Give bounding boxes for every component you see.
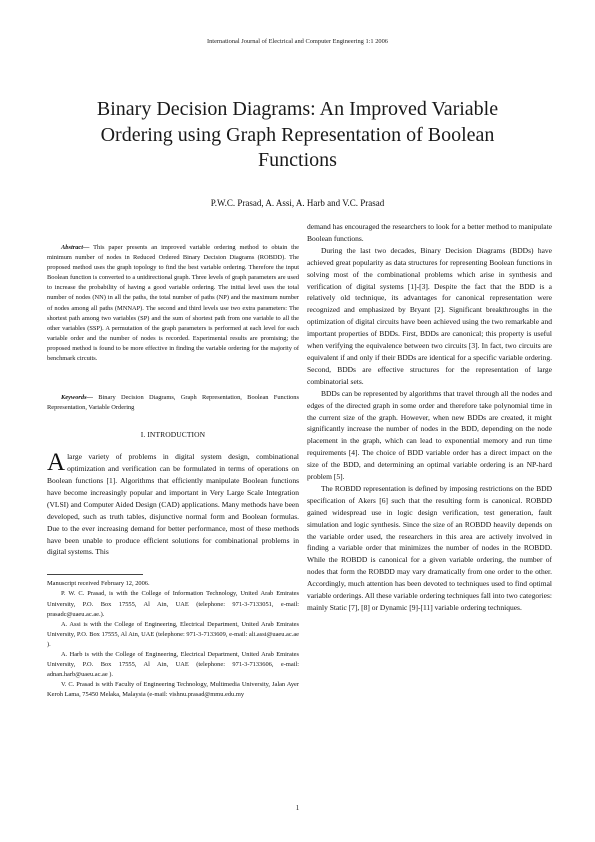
footnote-author-1: P. W. C. Prasad, is with the College of Information Technology, United Arab Emirates University, P.O. Box 17555, Al Ain, UAE (telephone: 971-3-7133051, e-mail: prasadc@uaeu.ac.ae.). — [47, 590, 299, 618]
journal-header: International Journal of Electrical and Computer Engineering 1:1 2006 — [206, 38, 388, 45]
body-paragraph: demand has encouraged the researchers to look for a better method to manipulate Boolean functions. — [307, 222, 552, 243]
footnote-rule — [47, 574, 143, 575]
footnote-manuscript: Manuscript received February 12, 2006. — [47, 580, 150, 588]
keywords — [47, 393, 299, 413]
keywords-text: Binary Decision Diagrams, Graph Representation, Boolean Functions Representation, Variable Ordering — [47, 394, 299, 412]
section-heading-introduction: I. INTRODUCTION — [140, 430, 206, 440]
body-paragraph: During the last two decades, Binary Decision Diagrams (BDDs) have achieved great popularity as data structures for representing Boolean functions in solving most of the combinational problems which arise in synthesis and verification of digital systems [1]-[3]. Despite the fact that the BDD is a relatively old technique, its advantages for canonical representation were recognized and emphasized by Bryant [2]. Significant breakthroughs in the optimization of digital circuits have been achieved using the two remarkable and important properties of BDDs. First, BDDs are canonical; this property is useful when verifying the equivalence between two circuits [3]. In fact, two circuits are equivalent if and only if their BDDs are identical for a specific variable ordering. Second, BDDs are effective structures for the representation of large combinatorial sets. — [307, 245, 552, 386]
keywords-label: Keywords— — [61, 394, 93, 402]
intro-paragraph: Alarge variety of problems in digital system design, combinational optimization and verification can be formulated in terms of operations on Boolean functions [1]. Algorithms that efficiently manipulate Boolean functions have become increasingly popular and important in Very Large Scale Integration (VLSI) and Computer Aided Design (CAD) applications. Many methods have been developed, such as truth tables, disjunctive normal form and Boolean formulas. Due to the ever increasing demand for better performance, most of these methods have been unable to produce efficient solutions for combinational problems in digital systems. This — [47, 449, 299, 557]
abstract — [47, 243, 299, 364]
right-column — [307, 221, 552, 614]
left-column — [47, 243, 299, 701]
abstract-text: This paper presents an improved variable ordering method to obtain the minimum number of nodes in Reduced Ordered Binary Decision Diagrams (ROBDD). The proposed method uses the graph topology to find the best variable ordering. Therefore the input Boolean function is converted to a unidirectional graph. Three levels of graph parameters are used to increase the probability of having a good variable ordering. The initial level uses the total number of nodes (NN) in all the paths, the total number of paths (NP) and the maximum number of nodes among all paths (MNNAP). The second and third levels use two extra parameters: The shortest path among two variables (SP) and the sum of shortest path from one variable to all the other variables (SSP). A permutation of the graph parameters is performed at each level for each variable order and the number of nodes is recorded. Experimental results are promising; the proposed method is found to be more effective in finding the variable ordering for the majority of benchmark circuits. — [47, 244, 299, 363]
footnote-author-3: A. Harb is with the College of Engineering, Electrical Department, United Arab Emirates University, P.O. Box 17555, Al Ain, UAE (telephone: 971-3-7133606, e-mail: adnan.harb@uaeu.ac.ae ). — [47, 651, 299, 679]
footnote-author-2: A. Assi is with the College of Engineering, Electrical Department, United Arab Emirates University, P.O. Box 17555, Al Ain, UAE (telephone: 971-3-7133609, e-mail: ali.assi@uaeu.ac.ae ). — [47, 620, 299, 648]
page-number: 1 — [295, 804, 300, 812]
body-paragraph: BDDs can be represented by algorithms that travel through all the nodes and edges of the directed graph in some order and therefore take polynomial time in the current size of the graph. However, when new BDDs are created, it might significantly increase the number of nodes in the BDD, depending on the node placement in the graph, which can lead to exponential memory and run time requirements [4]. The choice of BDD variable order has a direct impact on the size of the BDD, and determining an optimal variable ordering is an NP-hard problem [5]. — [307, 388, 552, 482]
body-paragraph: The ROBDD representation is defined by imposing restrictions on the BDD specification of Akers [6] such that the resulting form is canonical. ROBDD gained widespread use in logic design verification, test generation, fault simulation and logic synthesis. Since the size of an ROBDD heavily depends on the variable order used, the researchers in this area are actively involved in finding a variable order that minimizes the number of nodes in the ROBDD. While the ROBDD is canonical for a given variable ordering, the number of nodes that form the ROBDD may vary dramatically from one order to the other. Accordingly, much attention has been devoted to techniques used to find optimal variable orderings. All these variable ordering techniques fall into two categories: mainly Static [7], [8] or Dynamic [9]-[11] variable ordering techniques. — [307, 483, 552, 612]
paper-title: Binary Decision Diagrams: An Improved Variable Ordering using Graph Representation of Boolean Functions — [96, 98, 499, 171]
footnote-author-4: V. C. Prasad is with Faculty of Engineering Technology, Multimedia University, Jalan Ayer Keroh Lama, 75450 Melaka, Malaysia (e-mail: vishnu.prasad@mmu.edu.my — [47, 681, 299, 699]
abstract-label: Abstract— — [61, 244, 90, 251]
footnotes — [47, 579, 299, 700]
author-list: P.W.C. Prasad, A. Assi, A. Harb and V.C. Prasad — [210, 198, 385, 208]
